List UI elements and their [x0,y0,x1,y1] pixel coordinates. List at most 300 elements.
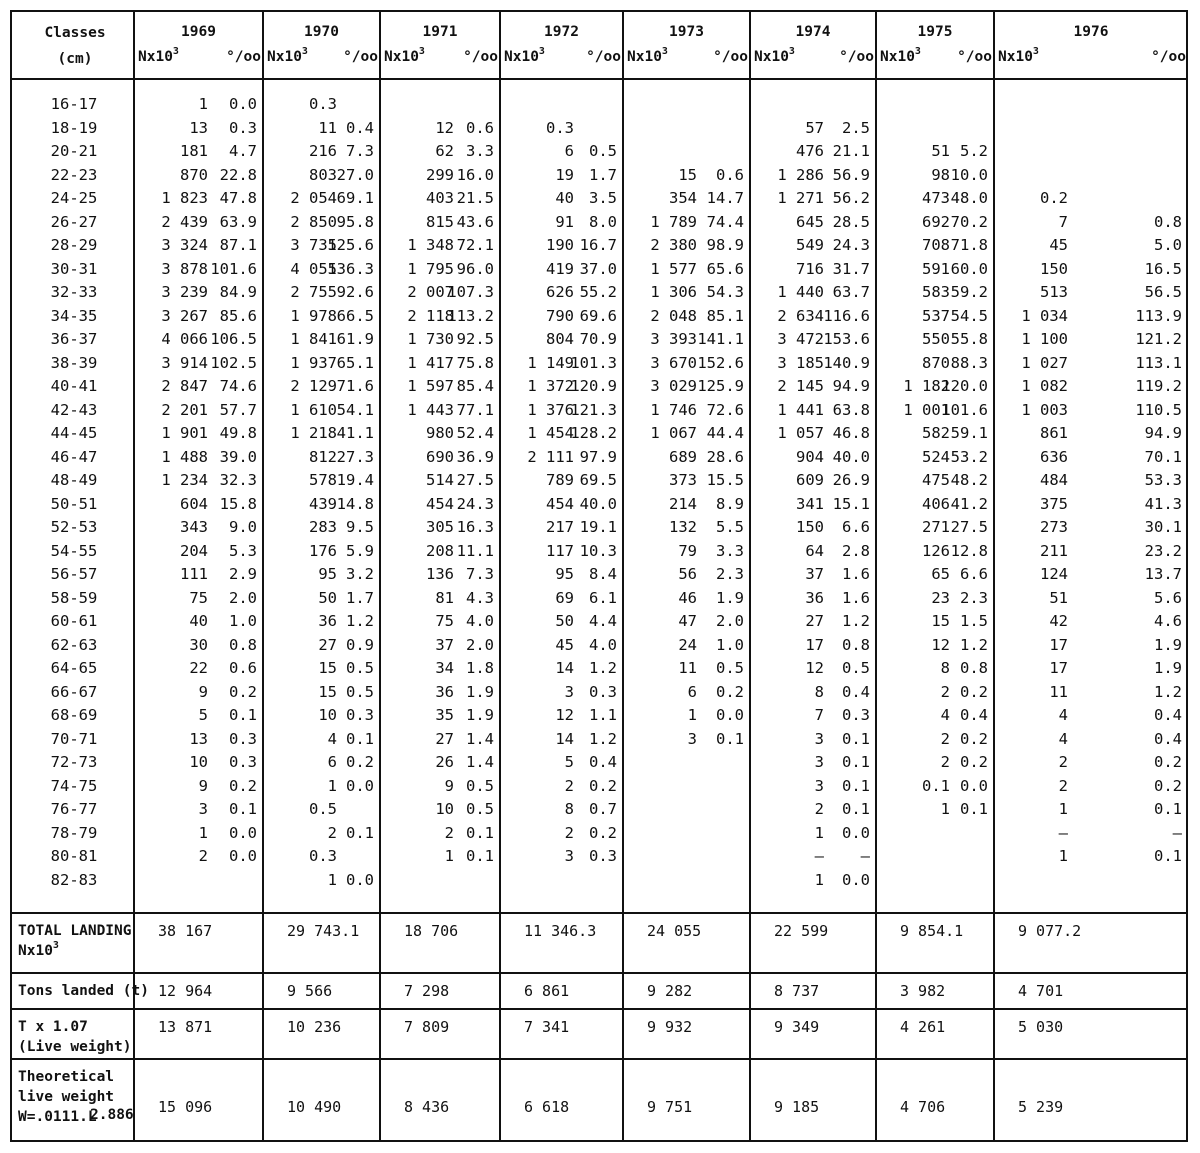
permil-cell: 48.2 [950,471,988,489]
count-cell: 1 [198,823,208,842]
permil-cell: 85.1 [706,306,744,325]
count-cell: 1 417 [407,353,454,372]
count-cell: 2 118 [407,306,454,325]
class-label: 50-51 [50,494,98,513]
count-cell: 2 129 [290,377,337,395]
permil-cell: 24.3 [456,494,494,513]
permil-cell: 1.2 [842,612,870,630]
permil-cell: 0.6 [229,659,257,677]
count-cell: 3 324 [161,236,208,254]
class-label: 44-45 [50,424,98,442]
count-cell: 8 [814,682,824,701]
permil-cell: 3.2 [346,565,374,583]
count-cell: 1 [1058,847,1068,865]
permil-cell: 69.6 [579,306,617,325]
permil-cell: 1.2 [960,635,988,654]
permil-cell: 1.8 [466,659,494,677]
permil-cell: 101.6 [210,259,257,278]
count-cell: 1 306 [650,283,697,301]
permil-cell: 0.2 [1154,753,1182,771]
permil-cell: 59.1 [950,424,988,442]
permil-cell: 113.1 [1135,353,1182,372]
count-cell: 3 239 [161,283,208,301]
summary-value: 13 871 [158,1018,213,1036]
class-label: 72-73 [50,753,98,771]
count-cell: 2 847 [161,377,208,395]
count-cell: 11 [678,659,697,677]
permil-cell: 1.2 [1154,682,1182,701]
count-cell: 0.3 [309,847,337,865]
summary-value: 5 239 [1018,1098,1064,1116]
count-cell: 150 [1040,259,1068,278]
permil-cell: 27.5 [456,471,494,489]
summary-value: 9 349 [774,1018,820,1036]
count-cell: 181 [180,142,208,160]
count-cell: 79 [678,541,697,560]
class-label: 70-71 [50,729,98,748]
permil-cell: 52.4 [456,424,494,442]
summary-value: 11 346.3 [524,922,597,940]
count-cell: 214 [669,494,697,513]
permil-cell: 101.6 [941,400,988,419]
count-cell: 550 [922,330,950,348]
count-cell: 1 001 [903,400,950,419]
permil-cell: 1.1 [589,706,617,724]
count-cell: 217 [546,518,574,536]
count-cell: 0.3 [546,118,574,137]
frame-top [10,10,1188,12]
permil-cell: 107.3 [447,283,494,301]
count-cell: 3 [564,847,574,865]
permil-cell: 0.5 [346,682,374,701]
permil-cell: 140.9 [823,353,870,372]
header-divider [10,78,1188,80]
summary-label-exponent: 3 [52,940,59,951]
year-header: 1975 [917,24,953,40]
permil-cell: 0.1 [842,776,870,795]
count-cell: 1 082 [1021,377,1068,395]
permil-cell: 56.2 [832,189,870,207]
count-cell: 1 372 [527,377,574,395]
class-label: 82-83 [50,870,98,889]
permil-cell: 87.1 [219,236,257,254]
permil-cell: 44.4 [706,424,744,442]
count-cell: 27 [318,635,337,654]
count-cell: 98 [931,165,950,184]
count-cell: 2 [564,776,574,795]
count-cell: 341 [796,494,824,513]
permil-cell: 0.2 [960,682,988,701]
class-label: 22-23 [50,165,98,184]
class-label: 20-21 [50,142,98,160]
count-cell: 27 [435,729,454,748]
permil-cell: 0.1 [229,800,257,818]
count-cell: 3 735 [290,236,337,254]
permil-cell: 1.7 [346,588,374,607]
count-cell: 1 441 [777,400,824,419]
permil-cell: 2.3 [960,588,988,607]
permil-cell: 94.9 [1144,424,1182,442]
permil-cell: 63.7 [832,283,870,301]
permil-cell: 4.4 [589,612,617,630]
permil-cell: 0.5 [589,142,617,160]
class-label: 36-37 [50,330,98,348]
permil-cell: 1.0 [229,612,257,630]
count-cell: 51 [1049,588,1068,607]
count-cell: 50 [555,612,574,630]
permil-cell: 0.5 [716,659,744,677]
permil-cell: 28.6 [706,447,744,466]
permil-cell: 6.6 [842,518,870,536]
count-cell: 419 [546,259,574,278]
count-cell: 6 [564,142,574,160]
permil-cell: 53.2 [950,447,988,466]
count-cell: 583 [922,283,950,301]
permil-cell: 0.7 [589,800,617,818]
summary-label: live weight [18,1089,115,1105]
permil-cell: 1.4 [466,753,494,771]
permil-cell: 0.0 [229,847,257,865]
permil-cell: 4.3 [466,588,494,607]
count-cell: 23 [931,588,950,607]
count-cell: 2 048 [650,306,697,325]
summary-value: 9 932 [647,1018,693,1036]
class-label: 52-53 [50,518,98,536]
count-cell: 804 [546,330,574,348]
count-cell: 406 [922,494,950,513]
permil-cell: 2.8 [842,541,870,560]
permil-cell: 41.2 [950,494,988,513]
permil-cell: 110.5 [1135,400,1182,419]
summary-divider [10,1008,1188,1010]
permil-cell: 15.1 [832,494,870,513]
count-cell: 36 [318,612,337,630]
count-cell: 1 348 [407,236,454,254]
summary-value: 10 490 [287,1098,342,1116]
permil-cell: 0.8 [960,659,988,677]
permil-cell: 39.0 [219,447,257,466]
landings-table [10,10,1188,1142]
count-cell: 2 [814,800,824,818]
permil-cell: 10.3 [579,541,617,560]
count-cell: 904 [796,447,824,466]
count-cell: 13 [189,118,208,137]
permil-cell: 16.5 [1144,259,1182,278]
permil-cell: 13.7 [1144,565,1182,583]
permil-cell: 94.9 [832,377,870,395]
count-cell: 5 [564,753,574,771]
permil-cell: 66.5 [336,306,374,325]
permil-cell: 0.0 [229,823,257,842]
permil-cell: 9.0 [229,518,257,536]
permil-cell: 98.9 [706,236,744,254]
count-cell: 2 [940,682,950,701]
permil-cell: 0.1 [346,729,374,748]
count-cell: 3 670 [650,353,697,372]
count-cell: 3 [564,682,574,701]
permil-cell: 15.5 [706,471,744,489]
n-unit-header: $Nx10^3$ [384,46,425,65]
permil-cell: 3.3 [466,142,494,160]
permil-cell: 0.2 [229,682,257,701]
count-cell: 1 730 [407,330,454,348]
permil-cell: 136.3 [327,259,374,278]
permil-header: °/oo [343,49,378,65]
count-cell: 3 [814,753,824,771]
count-cell: 2 634 [777,306,824,325]
count-cell: 2 [564,823,574,842]
permil-cell: 63.9 [219,212,257,231]
summary-value: 12 964 [158,982,213,1000]
count-cell: 537 [922,306,950,325]
permil-cell: 0.4 [1154,706,1182,724]
count-cell: 13 [189,729,208,748]
summary-value: 3 982 [900,982,946,1000]
count-cell: 870 [922,353,950,372]
permil-cell: 1.4 [466,729,494,748]
count-cell: 689 [669,447,697,466]
permil-cell: 54.3 [706,283,744,301]
permil-cell: 22.8 [219,165,257,184]
count-cell: 45 [555,635,574,654]
count-cell: 375 [1040,494,1068,513]
summary-label: (Live weight) [18,1039,132,1055]
count-cell: 27 [805,612,824,630]
count-cell: 1 610 [290,400,337,419]
count-cell: 1 [687,706,697,724]
count-cell: 524 [922,447,950,466]
count-cell: 3 914 [161,353,208,372]
permil-cell: 61.9 [336,330,374,348]
summary-value: 9 854.1 [900,922,964,940]
count-cell: 403 [426,189,454,207]
summary-value: 9 282 [647,982,693,1000]
count-cell: 3 267 [161,306,208,325]
count-cell: 8 [564,800,574,818]
summary-label: TOTAL LANDING [18,923,132,939]
count-cell: 34 [435,659,454,677]
count-cell: 716 [796,259,824,278]
n-unit-header: $Nx10^3$ [138,46,179,65]
count-cell: 75 [189,588,208,607]
count-cell: 37 [805,565,824,583]
count-cell: 609 [796,471,824,489]
permil-cell: 1.9 [1154,659,1182,677]
permil-cell: 5.5 [716,518,744,536]
permil-cell: 2.0 [716,612,744,630]
permil-cell: 0.0 [346,776,374,795]
count-cell: 40 [189,612,208,630]
n-unit-header: $Nx10^3$ [504,46,545,65]
count-cell: 211 [1040,541,1068,560]
permil-cell: 31.7 [832,259,870,278]
count-cell: 1 027 [1021,353,1068,372]
permil-cell: – [1172,823,1182,842]
permil-cell: 113.2 [447,306,494,325]
permil-cell: 47.8 [219,189,257,207]
count-cell: 1 789 [650,212,697,231]
permil-cell: 48.0 [950,189,988,207]
permil-cell: 59.2 [950,283,988,301]
permil-cell: 0.2 [960,729,988,748]
count-cell: 2 [198,847,208,865]
permil-cell: 0.6 [716,165,744,184]
permil-cell: 88.3 [950,353,988,372]
count-cell: 2 755 [290,283,337,301]
summary-value: 18 706 [404,922,459,940]
count-cell: 1 003 [1021,400,1068,419]
permil-cell: 14.7 [706,189,744,207]
n-unit-header: $Nx10^3$ [754,46,795,65]
permil-cell: 77.1 [456,400,494,419]
count-cell: 812 [309,447,337,466]
count-cell: 17 [1049,635,1068,654]
permil-cell: 0.5 [466,800,494,818]
permil-cell: 8.9 [716,494,744,513]
count-cell: 439 [309,494,337,513]
permil-cell: 56.5 [1144,283,1182,301]
summary-value: 9 077.2 [1018,922,1082,940]
permil-cell: 40.0 [579,494,617,513]
n-unit-header: $Nx10^3$ [627,46,668,65]
class-label: 38-39 [50,353,98,372]
count-cell: 273 [1040,518,1068,536]
count-cell: 10 [435,800,454,818]
permil-cell: 96.0 [456,259,494,278]
count-cell: 57 [805,118,824,137]
count-cell: 1 440 [777,283,824,301]
count-cell: 3 [687,729,697,748]
permil-cell: 0.3 [589,847,617,865]
classes-header: Classes [44,25,106,41]
year-header: 1970 [304,24,339,40]
count-cell: 17 [1049,659,1068,677]
permil-cell: 152.6 [697,353,744,372]
permil-cell: 70.9 [579,330,617,348]
summary-value: 6 618 [524,1098,570,1116]
count-cell: 1 823 [161,189,208,207]
permil-cell: 49.8 [219,424,257,442]
permil-cell: 55.8 [950,330,988,348]
year-header: 1969 [181,24,216,40]
class-label: 48-49 [50,471,98,489]
count-cell: 37 [435,635,454,654]
count-cell: 790 [546,306,574,325]
count-cell: 604 [180,494,208,513]
permil-cell: 56.9 [832,165,870,184]
permil-cell: 85.6 [219,306,257,325]
count-cell: 204 [180,541,208,560]
permil-cell: 57.7 [219,400,257,419]
permil-cell: 55.2 [579,283,617,301]
count-cell: 64 [805,541,824,560]
count-cell: 870 [180,165,208,184]
class-label: 68-69 [50,706,98,724]
count-cell: 150 [796,518,824,536]
count-cell: 216 [309,142,337,160]
permil-cell: 21.1 [832,142,870,160]
count-cell: 475 [922,471,950,489]
count-cell: 69 [555,588,574,607]
count-cell: 46 [678,588,697,607]
count-cell: 35 [435,706,454,724]
count-cell: 4 [1058,706,1068,724]
permil-cell: 1.5 [960,612,988,630]
class-label: 30-31 [50,259,98,278]
summary-value: 6 861 [524,982,570,1000]
count-cell: 3 878 [161,259,208,278]
permil-cell: 1.2 [589,659,617,677]
count-cell: 208 [426,541,454,560]
permil-cell: 0.1 [716,729,744,748]
permil-cell: 0.3 [229,118,257,137]
permil-cell: 92.6 [336,283,374,301]
summary-value: 24 055 [647,922,702,940]
summary-label: T x 1.07 [18,1019,88,1035]
permil-cell: 85.4 [456,377,494,395]
permil-cell: 0.1 [1154,847,1182,865]
count-cell: 1 234 [161,471,208,489]
permil-cell: 125.6 [327,236,374,254]
count-cell: 10 [189,753,208,771]
permil-cell: 0.1 [842,729,870,748]
count-cell: 271 [922,518,950,536]
permil-cell: 63.8 [832,400,870,419]
count-cell: 1 100 [1021,330,1068,348]
count-cell: 578 [309,471,337,489]
count-cell: 12 [555,706,574,724]
summary-value: 4 261 [900,1018,946,1036]
permil-header: °/oo [463,49,498,65]
count-cell: 17 [805,635,824,654]
count-cell: 0.2 [1040,189,1068,207]
class-label: 66-67 [50,682,98,701]
summary-value: 38 167 [158,922,213,940]
permil-cell: 70.2 [950,212,988,231]
summary-value: 7 809 [404,1018,450,1036]
permil-cell: 121.2 [1135,330,1182,348]
class-label: 18-19 [50,118,98,137]
count-cell: 1 218 [290,424,337,442]
count-cell: 803 [309,165,337,184]
permil-cell: 84.9 [219,283,257,301]
permil-header: °/oo [226,49,261,65]
class-label: 64-65 [50,659,98,677]
permil-cell: 1.9 [716,588,744,607]
count-cell: 1 488 [161,447,208,466]
summary-divider [10,912,1188,914]
permil-cell: 1.9 [1154,635,1182,654]
count-cell: 62 [435,142,454,160]
summary-value: 4 706 [900,1098,946,1116]
count-cell: 1 [814,823,824,842]
permil-cell: 27.3 [336,447,374,466]
class-label: 78-79 [50,823,98,842]
class-label: 76-77 [50,800,98,818]
permil-cell: 2.3 [716,565,744,583]
permil-cell: 74.6 [219,377,257,395]
permil-cell: 1.2 [346,612,374,630]
summary-value: 4 701 [1018,982,1064,1000]
count-cell: 1 182 [903,377,950,395]
count-cell: 11 [1049,682,1068,701]
permil-cell: 15.8 [219,494,257,513]
permil-cell: 1.7 [589,165,617,184]
count-cell: 22 [189,659,208,677]
count-cell: 1 149 [527,353,574,372]
permil-cell: 0.0 [346,870,374,889]
permil-cell: 1.6 [842,565,870,583]
